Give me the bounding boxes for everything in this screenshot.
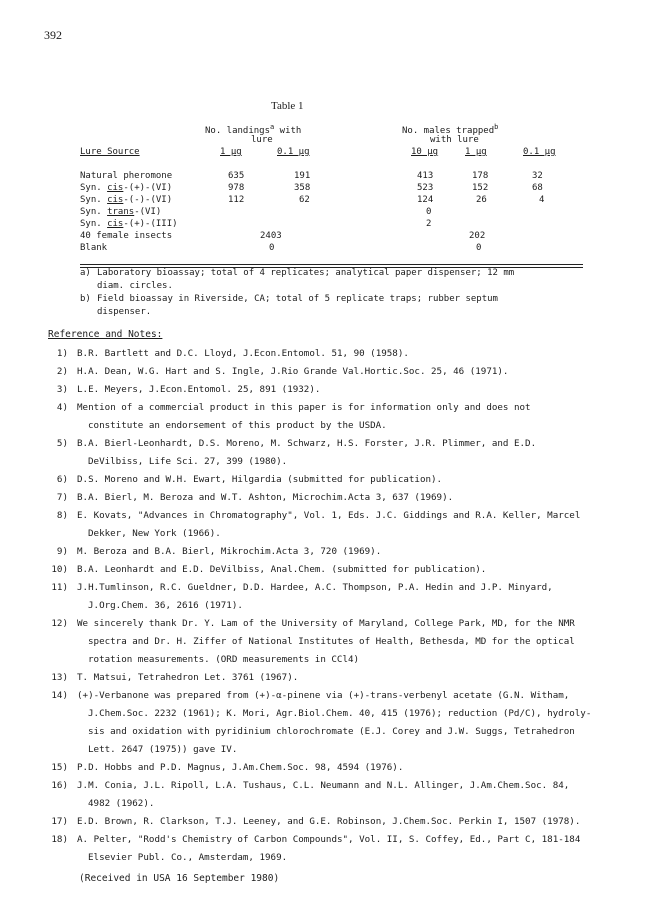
reference-item <box>48 345 628 363</box>
footnote-a-line2: diam. circles. <box>97 281 173 291</box>
reference-item <box>48 579 628 615</box>
reference-line: DeVilbiss, Life Sci. 27, 399 (1980). <box>88 456 288 467</box>
reference-number: 6) <box>56 474 68 485</box>
reference-line: 4982 (1962). <box>88 798 155 809</box>
reference-item <box>48 399 628 435</box>
reference-item <box>48 435 628 471</box>
footnote-a-line1: Laboratory bioassay; total of 4 replicates; analytical paper dispenser; 12 mm <box>97 268 515 278</box>
reference-line: spectra and Dr. H. Ziffer of National Institutes of Health, Bethesda, MD for the optical <box>88 636 575 647</box>
reference-number: 4) <box>56 402 68 413</box>
col-landings-1ug: 1 μg <box>220 147 242 157</box>
row-lure: Syn. cis-(-)-(VI) <box>80 195 173 205</box>
cell: 26 <box>476 195 487 205</box>
reference-item <box>48 669 628 687</box>
cell: 0 <box>269 243 275 253</box>
reference-number: 10) <box>51 564 68 575</box>
cell: 358 <box>294 183 311 193</box>
reference-number: 2) <box>56 366 68 377</box>
reference-line: Dekker, New York (1966). <box>88 528 221 539</box>
reference-number: 15) <box>51 762 68 773</box>
row-lure: Natural pheromone <box>80 171 173 181</box>
header-landings-line2: lure <box>251 135 273 145</box>
col-males-01ug: 0.1 μg <box>523 147 556 157</box>
cell: 178 <box>472 171 489 181</box>
page-number: 392 <box>44 28 62 42</box>
reference-item <box>48 471 628 489</box>
reference-line: rotation measurements. (ORD measurements in CCl4) <box>88 654 360 665</box>
reference-item <box>48 831 628 867</box>
reference-line: T. Matsui, Tetrahedron Let. 3761 (1967). <box>77 672 299 683</box>
row-lure: Syn. cis-(+)-(VI) <box>80 183 173 193</box>
cell: 978 <box>228 183 245 193</box>
table-rule <box>80 264 583 265</box>
cell: 191 <box>294 171 311 181</box>
cell: 112 <box>228 195 245 205</box>
table-title: Table 1 <box>271 100 304 112</box>
reference-number: 14) <box>51 690 68 701</box>
row-lure: Blank <box>80 243 108 253</box>
reference-line: L.E. Meyers, J.Econ.Entomol. 25, 891 (1932). <box>77 384 321 395</box>
reference-line: Mention of a commercial product in this paper is for information only and does not <box>77 402 531 413</box>
reference-line: B.A. Bierl, M. Beroza and W.T. Ashton, Microchim.Acta 3, 637 (1969). <box>77 492 454 503</box>
reference-number: 12) <box>51 618 68 629</box>
cell: 152 <box>472 183 489 193</box>
reference-line: constitute an endorsement of this product by the USDA. <box>88 420 387 431</box>
reference-number: 13) <box>51 672 68 683</box>
reference-number: 17) <box>51 816 68 827</box>
footnote-b-line2: dispenser. <box>97 307 152 317</box>
cell: 635 <box>228 171 245 181</box>
reference-item <box>48 363 628 381</box>
references-heading: Reference and Notes: <box>48 329 163 340</box>
reference-line: A. Pelter, "Rodd's Chemistry of Carbon Compounds", Vol. II, S. Coffey, Ed., Part C, 181-184 <box>77 834 581 845</box>
col-males-1ug: 1 μg <box>465 147 487 157</box>
received-date: (Received in USA 16 September 1980) <box>79 873 280 884</box>
reference-line: B.R. Bartlett and D.C. Lloyd, J.Econ.Entomol. 51, 90 (1958). <box>77 348 409 359</box>
cell: 202 <box>469 231 486 241</box>
cell: 0 <box>426 207 432 217</box>
reference-line: J.Chem.Soc. 2232 (1961); K. Mori, Agr.Biol.Chem. 40, 415 (1976); reduction (Pd/C), hydroly- <box>88 708 592 719</box>
reference-number: 5) <box>56 438 68 449</box>
reference-line: We sincerely thank Dr. Y. Lam of the University of Maryland, College Park, MD, for the NMR <box>77 618 575 629</box>
reference-item <box>48 687 628 759</box>
reference-item <box>48 489 628 507</box>
header-males-line2: with lure <box>430 135 479 145</box>
reference-number: 3) <box>56 384 68 395</box>
reference-number: 8) <box>56 510 68 521</box>
reference-line: B.A. Leonhardt and E.D. DeVilbiss, Anal.Chem. (submitted for publication). <box>77 564 487 575</box>
reference-item <box>48 759 628 777</box>
reference-line: H.A. Dean, W.G. Hart and S. Ingle, J.Rio Grande Val.Hortic.Soc. 25, 46 (1971). <box>77 366 509 377</box>
reference-number: 16) <box>51 780 68 791</box>
reference-line: J.H.Tumlinson, R.C. Gueldner, D.D. Hardee, A.C. Thompson, P.A. Hedin and J.P. Minyard, <box>77 582 553 593</box>
reference-item <box>48 813 628 831</box>
reference-item <box>48 381 628 399</box>
reference-number: 11) <box>51 582 68 593</box>
cell: 68 <box>532 183 543 193</box>
reference-line: E.D. Brown, R. Clarkson, T.J. Leeney, and G.E. Robinson, J.Chem.Soc. Perkin I, 1507 (1978). <box>77 816 581 827</box>
cell: 62 <box>299 195 310 205</box>
reference-line: B.A. Bierl-Leonhardt, D.S. Moreno, M. Schwarz, H.S. Forster, J.R. Plimmer, and E.D. <box>77 438 537 449</box>
reference-line: sis and oxidation with pyridinium chlorochromate (E.J. Corey and J.W. Suggs, Tetrahedron <box>88 726 575 737</box>
cell: 413 <box>417 171 434 181</box>
header-landings: No. landings$^a$ with <box>205 123 302 136</box>
reference-line: P.D. Hobbs and P.D. Magnus, J.Am.Chem.Soc. 98, 4594 (1976). <box>77 762 404 773</box>
reference-number: 9) <box>56 546 68 557</box>
footnote-label: b) <box>80 294 91 304</box>
row-lure: Syn. cis-(+)-(III) <box>80 219 178 229</box>
row-lure: 40 female insects <box>80 231 173 241</box>
cell: 4 <box>539 195 545 205</box>
col-lure-source: Lure Source <box>80 147 140 157</box>
reference-item <box>48 543 628 561</box>
reference-line: J.Org.Chem. 36, 2616 (1971). <box>88 600 243 611</box>
reference-line: (+)-Verbanone was prepared from (+)-α-pinene via (+)-trans-verbenyl acetate (G.N. Witham, <box>77 690 570 701</box>
header-males: No. males trapped$^b$ <box>402 123 499 136</box>
col-landings-01ug: 0.1 μg <box>277 147 310 157</box>
reference-item <box>48 507 628 543</box>
col-males-10ug: 10 μg <box>411 147 439 157</box>
cell: 124 <box>417 195 434 205</box>
reference-line: E. Kovats, "Advances in Chromatography", Vol. 1, Eds. J.C. Giddings and R.A. Keller, Marcel <box>77 510 581 521</box>
footnote-label: a) <box>80 268 91 278</box>
footnote-b-line1: Field bioassay in Riverside, CA; total of 5 replicate traps; rubber septum <box>97 294 498 304</box>
reference-item <box>48 777 628 813</box>
reference-item <box>48 561 628 579</box>
reference-line: Elsevier Publ. Co., Amsterdam, 1969. <box>88 852 288 863</box>
cell: 523 <box>417 183 434 193</box>
reference-line: Lett. 2647 (1975)) gave IV. <box>88 744 238 755</box>
row-lure: Syn. trans-(VI) <box>80 207 162 217</box>
cell: 0 <box>476 243 482 253</box>
reference-number: 7) <box>56 492 68 503</box>
reference-line: D.S. Moreno and W.H. Ewart, Hilgardia (submitted for publication). <box>77 474 443 485</box>
reference-item <box>48 615 628 669</box>
table-footnotes <box>80 267 590 319</box>
cell: 2 <box>426 219 432 229</box>
reference-line: J.M. Conia, J.L. Ripoll, L.A. Tushaus, C.L. Neumann and N.L. Allinger, J.Am.Chem.Soc. 84, <box>77 780 570 791</box>
cell: 2403 <box>260 231 282 241</box>
cell: 32 <box>532 171 543 181</box>
reference-line: M. Beroza and B.A. Bierl, Mikrochim.Acta 3, 720 (1969). <box>77 546 382 557</box>
reference-number: 18) <box>51 834 68 845</box>
reference-number: 1) <box>56 348 68 359</box>
